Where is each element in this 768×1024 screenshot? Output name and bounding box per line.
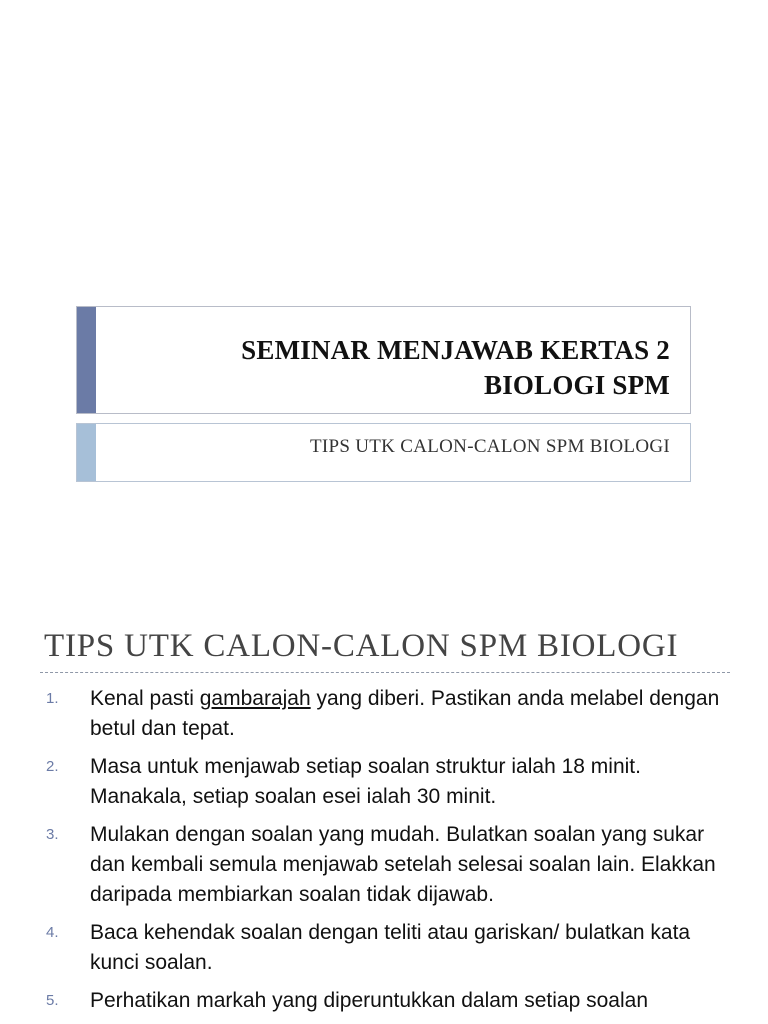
tips-list [46, 684, 726, 1024]
subtitle-accent-bar [77, 424, 96, 481]
list-text-post: yang diberi. Pastikan anda melabel dengan betul dan tepat. [90, 687, 720, 740]
list-text: Perhatikan markah yang diperuntukkan dalam setiap soalan [90, 989, 649, 1012]
list-text: Mulakan dengan soalan yang mudah. Bulatkan soalan yang sukar dan kembali semula menjawab setelah selesai soalan lain. Elakkan daripada membiarkan soalan tidak dijawab. [90, 823, 716, 906]
list-item [46, 684, 726, 744]
list-text-pre: Kenal pasti [90, 687, 200, 710]
list-number: 4. [46, 924, 59, 941]
subtitle-box [76, 423, 691, 482]
content-heading: TIPS UTK CALON-CALON SPM BIOLOGI [44, 628, 679, 664]
title-accent-bar [77, 307, 96, 413]
list-number: 1. [46, 690, 59, 707]
list-text: Baca kehendak soalan dengan teliti atau gariskan/ bulatkan kata kunci soalan. [90, 921, 691, 974]
slide-title-line-1: SEMINAR MENJAWAB KERTAS 2 [241, 335, 670, 365]
slide-title [241, 333, 670, 403]
list-item [46, 820, 726, 910]
heading-divider [40, 672, 730, 673]
list-text: Masa untuk menjawab setiap soalan struktur ialah 18 minit. Manakala, setiap soalan esei ialah 30 minit. [90, 755, 641, 808]
content-slide [0, 590, 768, 1024]
list-item [46, 986, 726, 1016]
slide-subtitle: TIPS UTK CALON-CALON SPM BIOLOGI [309, 436, 670, 457]
list-item [46, 752, 726, 812]
slide-title-line-2: BIOLOGI SPM [484, 370, 670, 400]
list-number: 3. [46, 826, 59, 843]
list-item [46, 918, 726, 978]
title-box [76, 306, 691, 414]
list-number: 5. [46, 992, 59, 1009]
list-text-underlined: gambarajah [199, 687, 311, 710]
list-number: 2. [46, 758, 59, 775]
